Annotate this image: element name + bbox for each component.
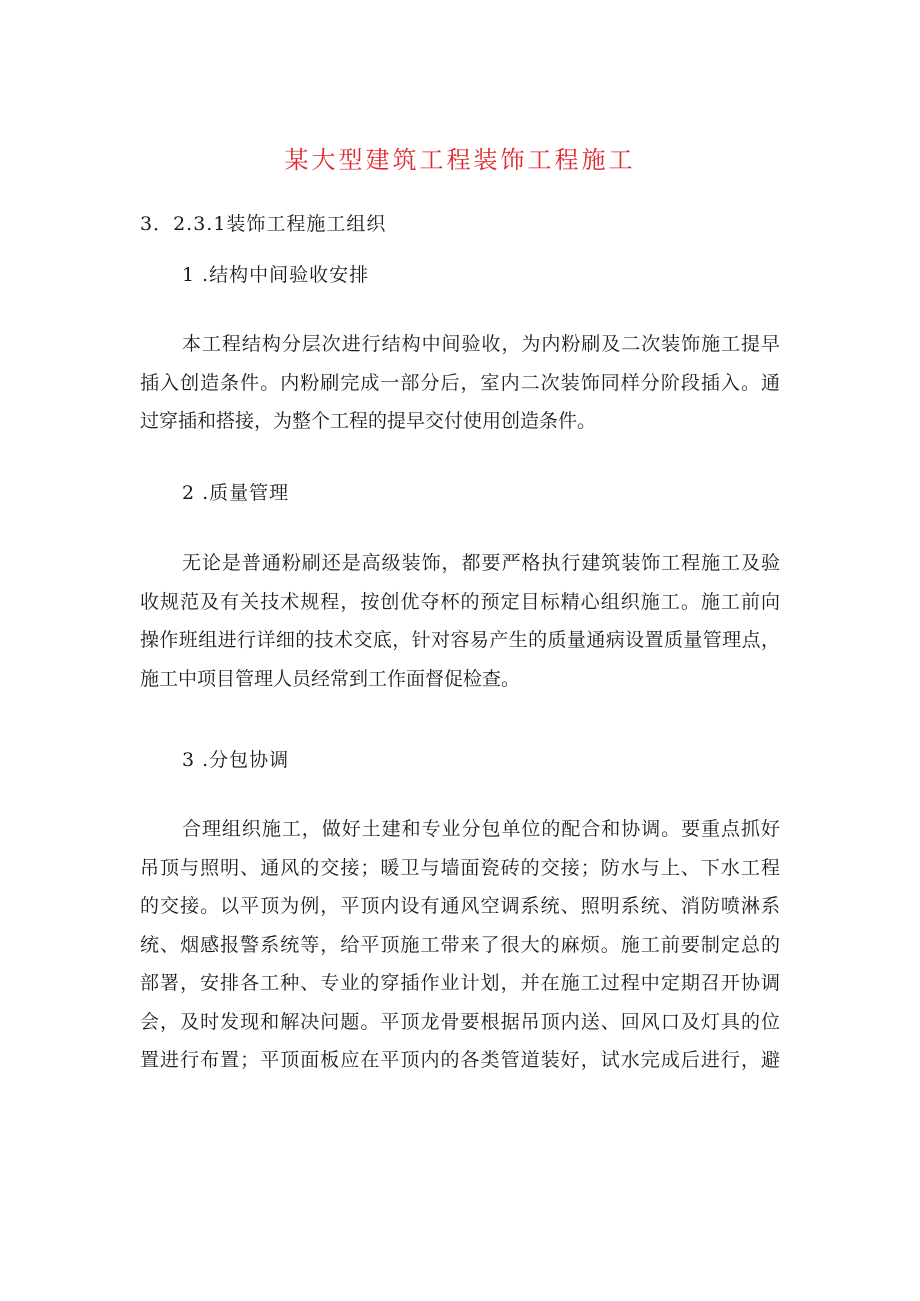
paragraph-line: 的交接。以平顶为例，平顶内设有通风空调系统、照明系统、消防喷淋系: [140, 895, 780, 917]
paragraph-line: 过穿插和搭接，为整个工程的提早交付使用创造条件。: [140, 410, 597, 432]
paragraph-line: 部署，安排各工种、专业的穿插作业计划，并在施工过程中定期召开协调: [140, 972, 780, 994]
document-title: 某大型建筑工程装饰工程施工: [284, 146, 636, 174]
paragraph-line: 插入创造条件。内粉刷完成一部分后，室内二次装饰同样分阶段插入。通: [140, 371, 780, 394]
paragraph-2: [140, 544, 780, 698]
paragraph-line: 施工中项目管理人员经常到工作面督促检查。: [140, 667, 521, 690]
paragraph-line: 置进行布置；平顶面板应在平顶内的各类管道装好，试水完成后进行，避: [140, 1049, 780, 1071]
paragraph-line: 无论是普通粉刷还是高级装饰，都要严格执行建筑装饰工程施工及验: [182, 552, 780, 574]
paragraph-line: 合理组织施工，做好土建和专业分包单位的配合和协调。要重点抓好: [182, 818, 780, 840]
paragraph-line: 吊顶与照明、通风的交接；暖卫与墙面瓷砖的交接；防水与上、下水工程: [140, 856, 780, 879]
paragraph-3: [140, 810, 780, 1080]
paragraph-line: 操作班组进行详细的技术交底，针对容易产生的质量通病设置质量管理点，: [140, 629, 780, 651]
item-heading-2: 2 .质量管理: [182, 482, 290, 504]
paragraph-line: 会，及时发现和解决问题。平顶龙骨要根据吊顶内送、回风口及灯具的位: [140, 1010, 780, 1033]
paragraph-line: 本工程结构分层次进行结构中间验收，为内粉刷及二次装饰施工提早: [182, 333, 780, 355]
item-heading-1: 1 .结构中间验收安排: [182, 264, 370, 286]
paragraph-1: [140, 325, 780, 441]
section-heading: 3．2.3.1装饰工程施工组织: [140, 213, 387, 235]
paragraph-line: 统、烟感报警系统等，给平顶施工带来了很大的麻烦。施工前要制定总的: [140, 933, 780, 956]
item-heading-3: 3 .分包协调: [182, 749, 290, 771]
paragraph-line: 收规范及有关技术规程，按创优夺杯的预定目标精心组织施工。施工前向: [140, 590, 780, 613]
